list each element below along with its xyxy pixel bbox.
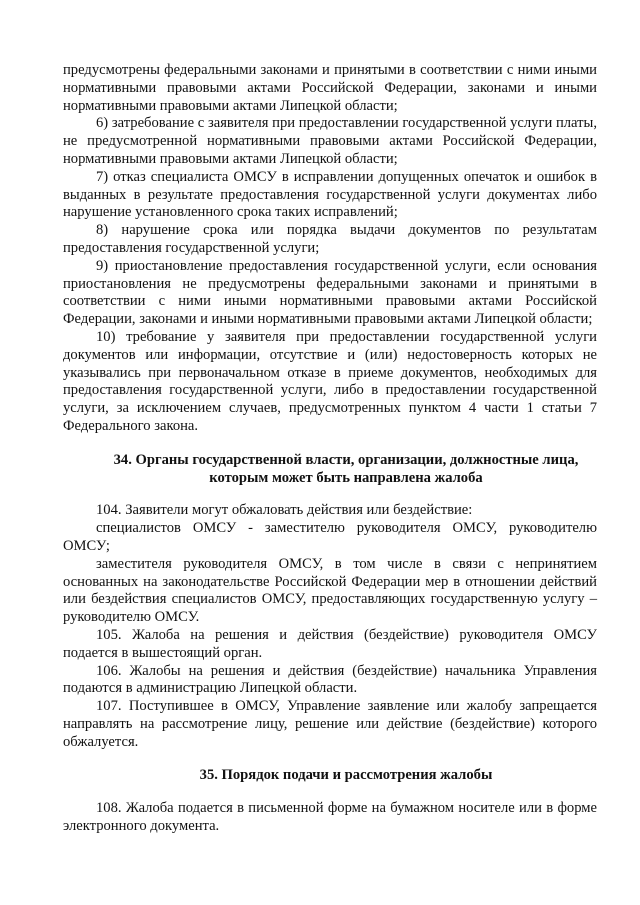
- paragraph-item-8: 8) нарушение срока или порядка выдачи документов по результатам предоставления государственной услуги;: [63, 222, 597, 256]
- paragraph-item-6: 6) затребование с заявителя при предоставлении государственной услуги платы, не предусмотренной нормативными правовыми актами Российской Федерации, нормативными правовыми актами Липецкой области;: [63, 115, 597, 167]
- paragraph-105: 105. Жалоба на решения и действия (бездействие) руководителя ОМСУ подается в вышестоящий орган.: [63, 626, 597, 661]
- section-heading-35: 35. Порядок подачи и рассмотрения жалобы: [199, 767, 493, 784]
- paragraph-107: 107. Поступившее в ОМСУ, Управление заявление или жалобу запрещается направлять на рассмотрение лицу, решение или действие (бездействие) которого обжалуется.: [63, 698, 597, 750]
- section-heading-34: 34. Органы государственной власти, организации, должностные лица, которым может быть направлена жалоба: [113, 451, 579, 486]
- paragraph-104: 104. Заявители могут обжаловать действия или бездействие:: [96, 502, 473, 519]
- paragraph-104-specialists: специалистов ОМСУ - заместителю руководителя ОМСУ, руководителю ОМСУ;: [63, 520, 597, 554]
- page-content: [63, 62, 597, 836]
- paragraph-item-7: 7) отказ специалиста ОМСУ в исправлении допущенных опечаток и ошибок в выданных в результате предоставления государственной услуги документах либо нарушение установленного срока таких исправлений;: [63, 168, 597, 221]
- paragraph-108: 108. Жалоба подается в письменной форме на бумажном носителе или в форме электронного документа.: [63, 800, 597, 835]
- paragraph-104-deputy: заместителя руководителя ОМСУ, в том числе в связи с непринятием основанных на законодательстве Российской Федерации мер в отношении действий или бездействия специалистов ОМСУ, предоставляющих государственную услугу – руководителю ОМСУ.: [63, 555, 597, 626]
- paragraph-106: 106. Жалобы на решения и действия (бездействие) начальника Управления подаются в администрацию Липецкой области.: [63, 662, 597, 697]
- paragraph-item-9: 9) приостановление предоставления государственной услуги, если основания приостановления не предусмотрены федеральными законами и принятыми в соответствии с ними иными нормативными правовыми актами Российской Федерации, законами и иными нормативными правовыми актами Липецкой области;: [63, 257, 597, 328]
- paragraph-continuation: предусмотрены федеральными законами и принятыми в соответствии с ними иными нормативными правовыми актами Российской Федерации, законами и иными нормативными правовыми актами Липецкой области;: [63, 62, 597, 114]
- paragraph-item-10: 10) требование у заявителя при предоставлении государственной услуги документов или информации, отсутствие и (или) недостоверность которых не указывались при первоначальном отказе в приеме документов, необходимых для предоставления государственной услуги, либо в предоставлении государственной услуги, за исключением случаев, предусмотренных пунктом 4 части 1 статьи 7 Федерального закона.: [63, 328, 597, 434]
